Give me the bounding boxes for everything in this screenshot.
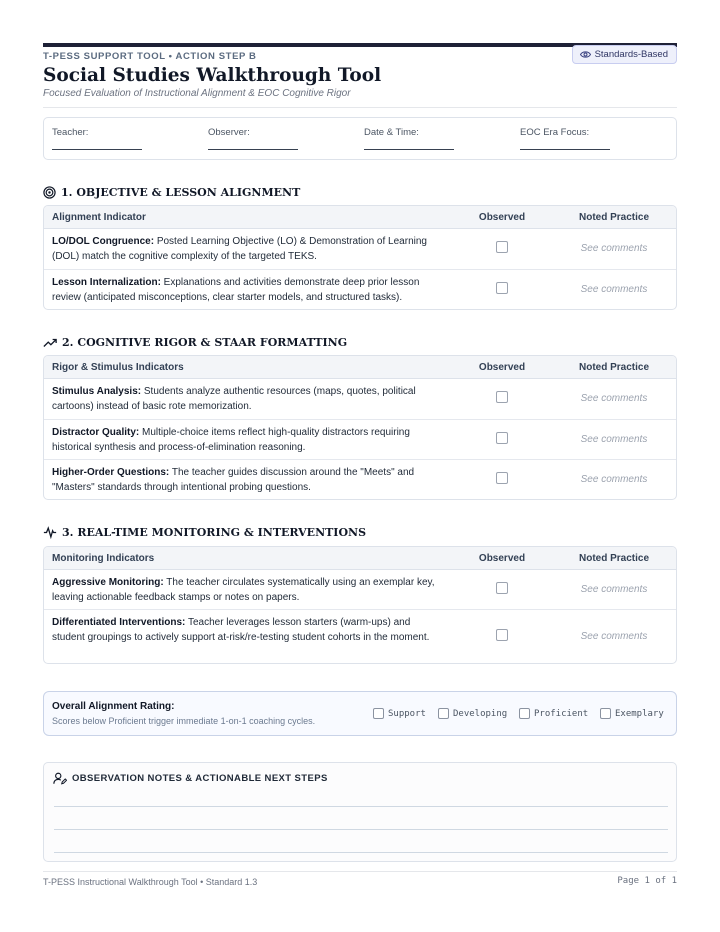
observed-checkbox[interactable] — [496, 241, 508, 253]
col-observed: Observed — [478, 553, 526, 564]
noted-practice-value: See comments — [580, 284, 648, 295]
observed-checkbox[interactable] — [496, 432, 508, 444]
row-description: The teacher circulates systematically using an exemplar key, leaving actionable feedback stamps or notes on papers. — [52, 577, 435, 603]
row-text — [52, 576, 444, 605]
col-noted-practice: Noted Practice — [578, 212, 650, 223]
noted-practice-value: See comments — [580, 243, 648, 254]
teacher-label: Teacher: — [52, 127, 89, 138]
rating-option-exemplary[interactable] — [600, 708, 664, 719]
table-row — [44, 270, 676, 309]
col-indicator: Rigor & Stimulus Indicators — [52, 362, 184, 373]
notes-line — [54, 829, 668, 830]
notes-heading — [53, 772, 328, 785]
checkbox[interactable] — [438, 708, 449, 719]
table-row — [44, 420, 676, 460]
table-header — [44, 547, 676, 570]
monitoring-table — [43, 546, 677, 664]
table-row — [44, 229, 676, 270]
date-time-field[interactable] — [364, 149, 454, 150]
col-indicator: Alignment Indicator — [52, 212, 146, 223]
col-observed: Observed — [478, 362, 526, 373]
table-row — [44, 610, 676, 663]
teacher-field[interactable] — [52, 149, 142, 150]
option-label: Proficient — [534, 708, 589, 719]
observed-checkbox[interactable] — [496, 472, 508, 484]
row-text — [52, 466, 444, 495]
notes-line — [54, 852, 668, 853]
table-header — [44, 356, 676, 379]
observer-label: Observer: — [208, 127, 250, 138]
checkbox[interactable] — [373, 708, 384, 719]
rating-option-support[interactable] — [373, 708, 426, 719]
row-description: Multiple-choice items reflect high-quality distractors requiring historical synthesis and process-of-elimination reasoning. — [52, 427, 410, 453]
noted-practice-value: See comments — [580, 393, 648, 404]
col-noted-practice: Noted Practice — [578, 553, 650, 564]
row-text — [52, 235, 444, 264]
table-header — [44, 206, 676, 229]
footer-divider — [43, 871, 677, 872]
eoc-era-field[interactable] — [520, 149, 610, 150]
row-title: Differentiated Interventions: — [52, 617, 186, 628]
section-3-heading — [43, 526, 366, 539]
page-number: Page 1 of 1 — [617, 876, 677, 886]
overall-rating-note: Scores below Proficient trigger immediate 1-on-1 coaching cycles. — [52, 716, 316, 726]
row-title: Higher-Order Questions: — [52, 467, 170, 478]
table-row — [44, 379, 676, 420]
overall-rating-card — [43, 691, 677, 736]
eoc-era-label: EOC Era Focus: — [520, 127, 590, 138]
table-row — [44, 570, 676, 610]
row-description: Explanations and activities demonstrate deep prior lesson review (anticipated misconceptions, clear starter models, and structured tasks). — [52, 277, 420, 303]
row-text — [52, 385, 444, 414]
observation-notes-card[interactable] — [43, 762, 677, 862]
section-1-title: 1. OBJECTIVE & LESSON ALIGNMENT — [61, 186, 301, 199]
target-icon — [43, 186, 56, 199]
footer-label: T-PESS Instructional Walkthrough Tool • Standard 1.3 — [43, 877, 258, 887]
rating-option-developing[interactable] — [438, 708, 507, 719]
activity-icon — [43, 526, 57, 539]
noted-practice-value: See comments — [580, 434, 648, 445]
observed-checkbox[interactable] — [496, 582, 508, 594]
notes-heading-text: OBSERVATION NOTES & ACTIONABLE NEXT STEPS — [72, 773, 328, 784]
trending-up-icon — [43, 337, 57, 349]
row-description: Posted Learning Objective (LO) & Demonstration of Learning (DOL) match the cognitive complexity of the targeted TEKS. — [52, 236, 427, 262]
observer-field[interactable] — [208, 149, 298, 150]
row-description: Teacher leverages lesson starters (warm-ups) and student groupings to actively support at-risk/re-testing student cohorts in the moment. — [52, 617, 430, 643]
walkthrough-page — [43, 43, 677, 887]
option-label: Developing — [453, 708, 508, 719]
option-label: Support — [388, 708, 426, 719]
row-title: Aggressive Monitoring: — [52, 577, 164, 588]
col-indicator: Monitoring Indicators — [52, 553, 155, 564]
section-3-title: 3. REAL-TIME MONITORING & INTERVENTIONS — [62, 526, 367, 539]
eyebrow-label: T-PESS SUPPORT TOOL • ACTION STEP B — [43, 51, 257, 62]
noted-practice-value: See comments — [580, 631, 648, 642]
noted-practice-value: See comments — [580, 584, 648, 595]
row-title: LO/DOL Congruence: — [52, 236, 155, 247]
date-time-label: Date & Time: — [364, 127, 419, 138]
standards-badge-label: Standards-Based — [594, 49, 668, 60]
header-divider — [43, 107, 677, 108]
section-1-heading — [43, 186, 300, 199]
observed-checkbox[interactable] — [496, 629, 508, 641]
option-label: Exemplary — [615, 708, 664, 719]
checkbox[interactable] — [519, 708, 530, 719]
page-subtitle: Focused Evaluation of Instructional Alignment & EOC Cognitive Rigor — [43, 88, 351, 99]
row-title: Lesson Internalization: — [52, 277, 161, 288]
section-2-heading — [43, 336, 347, 349]
eye-icon — [580, 50, 591, 59]
observed-checkbox[interactable] — [496, 391, 508, 403]
row-title: Distractor Quality: — [52, 427, 140, 438]
meta-fields-card — [43, 117, 677, 160]
user-edit-icon — [53, 772, 67, 785]
rating-option-proficient[interactable] — [519, 708, 588, 719]
row-text — [52, 276, 444, 305]
col-observed: Observed — [478, 212, 526, 223]
checkbox[interactable] — [600, 708, 611, 719]
row-description: The teacher guides discussion around the "Meets" and "Masters" standards through intentional probing questions. — [52, 467, 415, 493]
page-title: Social Studies Walkthrough Tool — [43, 65, 382, 86]
notes-line — [54, 806, 668, 807]
standards-badge — [572, 45, 677, 64]
noted-practice-value: See comments — [580, 474, 648, 485]
observed-checkbox[interactable] — [496, 282, 508, 294]
row-text — [52, 616, 444, 645]
alignment-table — [43, 205, 677, 310]
col-noted-practice: Noted Practice — [578, 362, 650, 373]
row-text — [52, 426, 444, 455]
table-row — [44, 460, 676, 499]
row-description: Students analyze authentic resources (maps, quotes, political cartoons) instead of basic rote memorization. — [52, 386, 416, 412]
section-2-title: 2. COGNITIVE RIGOR & STAAR FORMATTING — [62, 336, 348, 349]
overall-rating-label: Overall Alignment Rating: — [52, 701, 175, 712]
rigor-table — [43, 355, 677, 500]
row-title: Stimulus Analysis: — [52, 386, 142, 397]
